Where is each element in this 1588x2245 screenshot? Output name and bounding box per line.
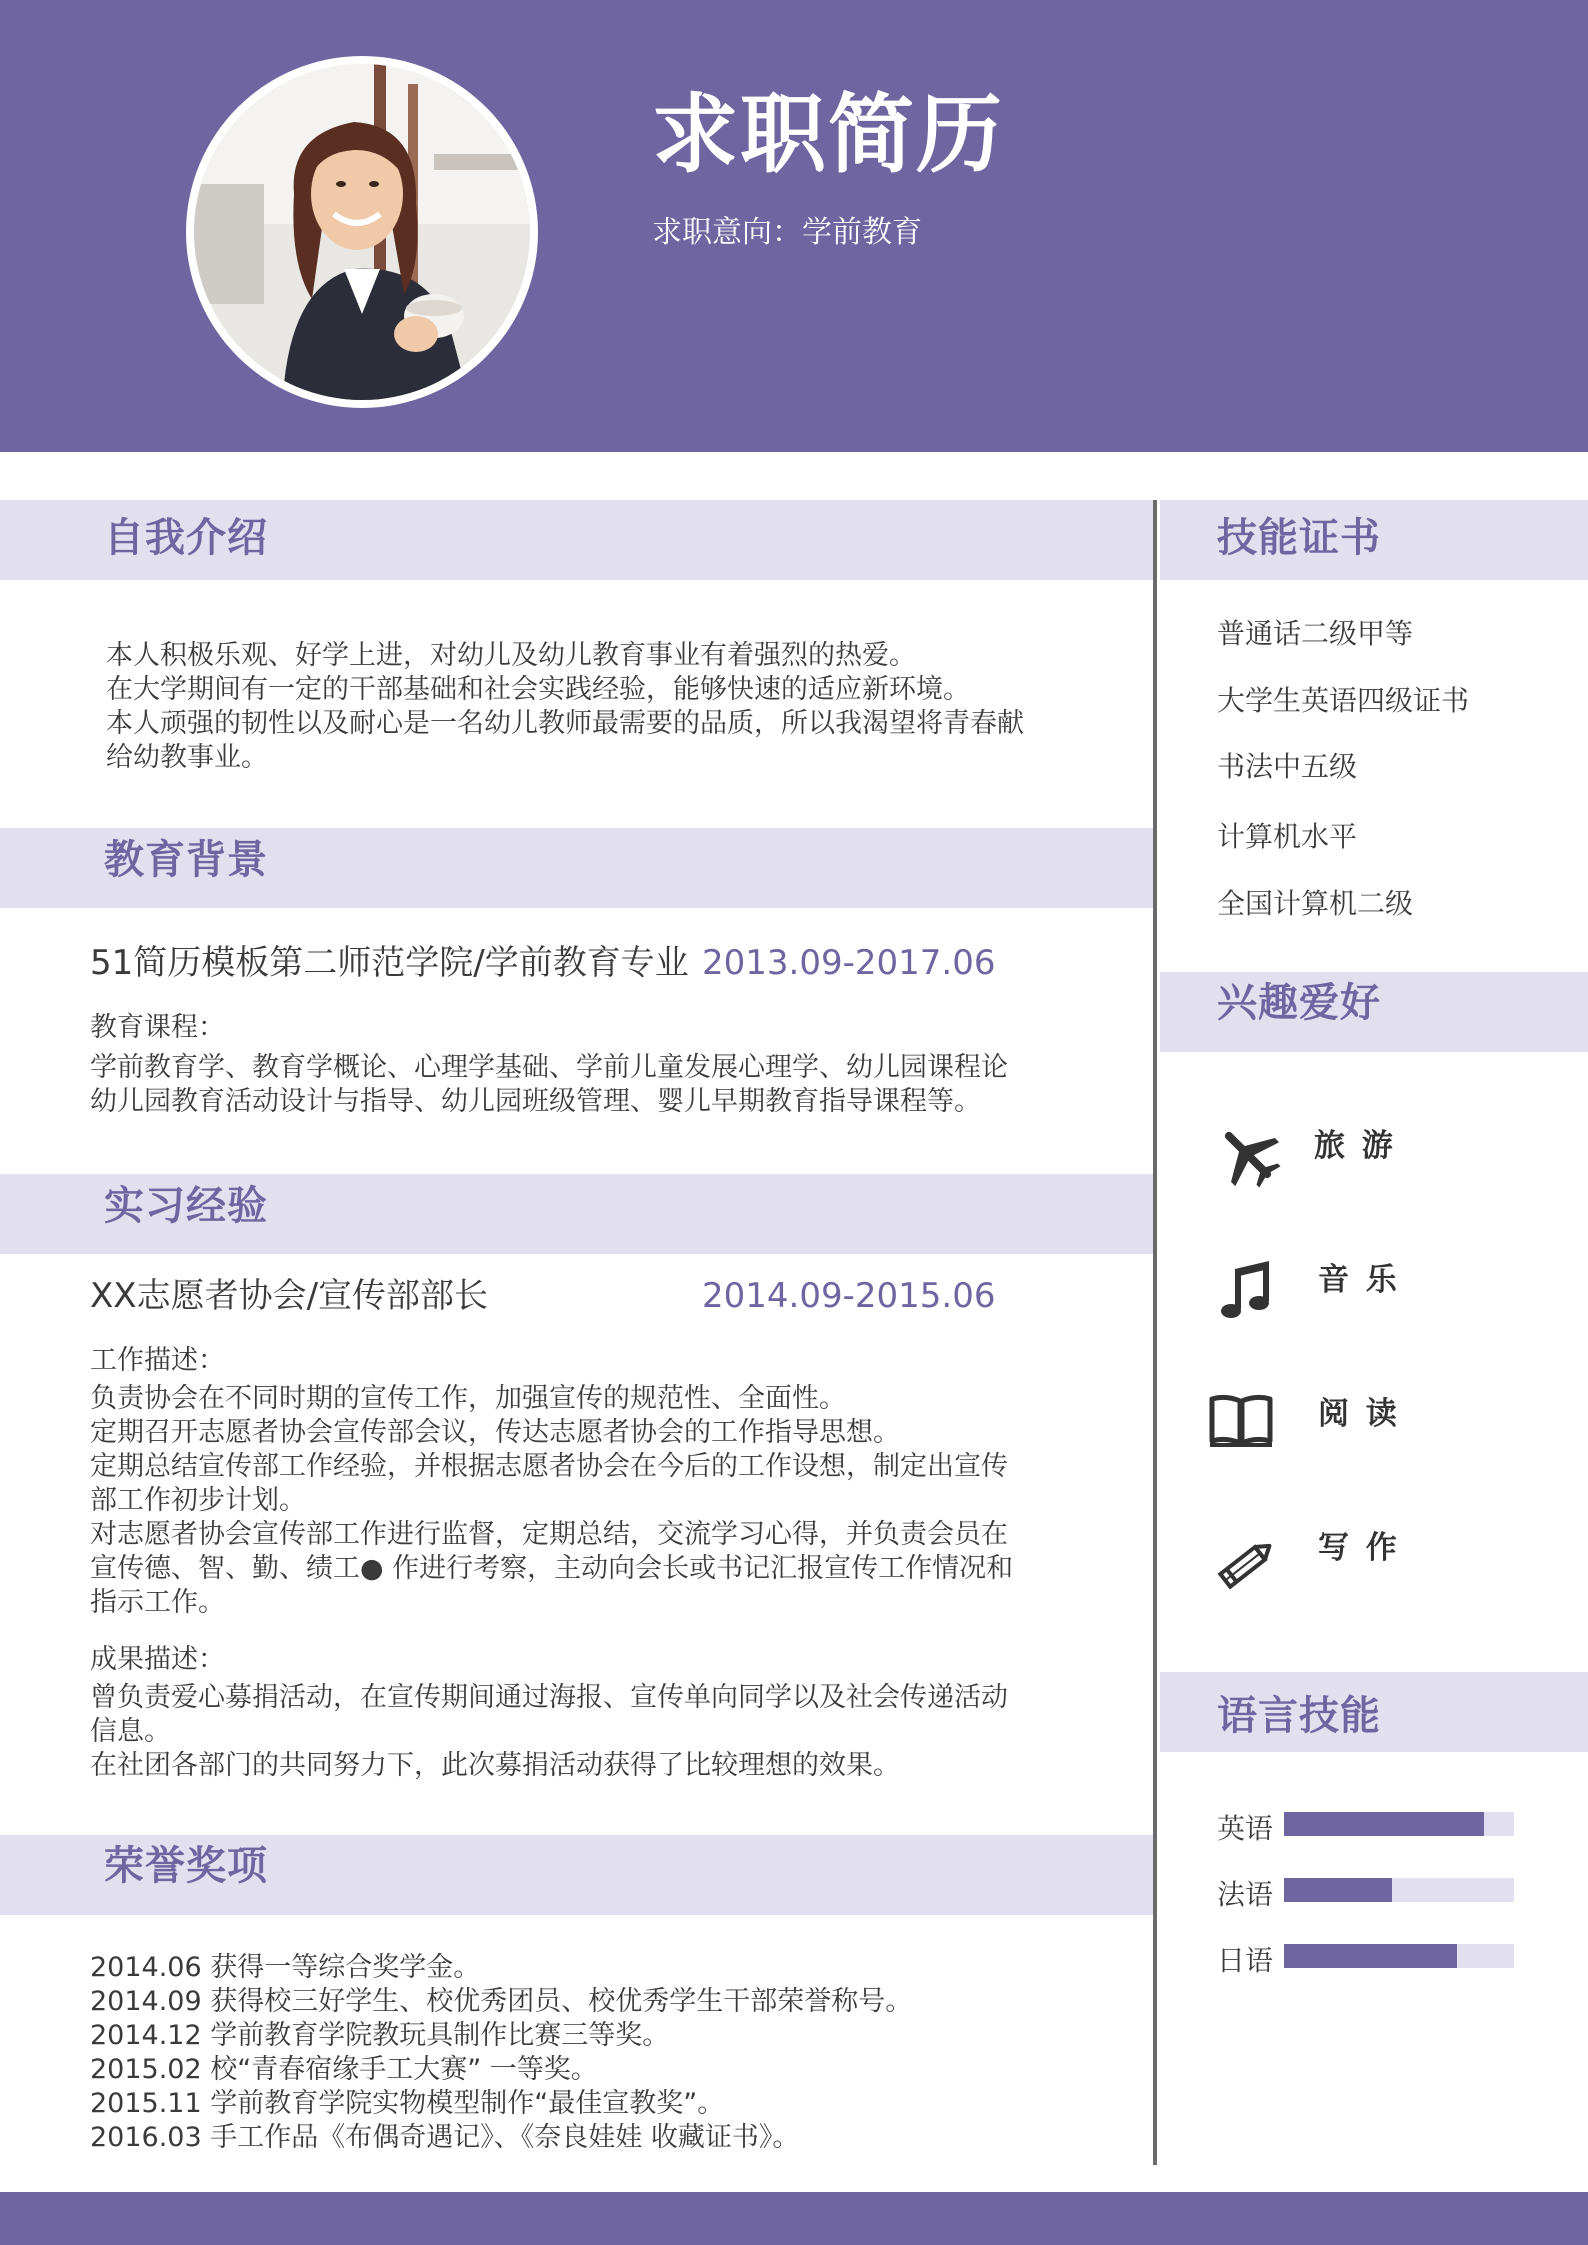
work-line: 指示工作。 [90, 1587, 225, 1618]
result-line: 在社团各部门的共同努力下，此次募捐活动获得了比较理想的效果。 [90, 1750, 900, 1781]
music-note-icon [1213, 1255, 1283, 1325]
hobbies-heading: 兴趣爱好 [1217, 980, 1381, 1026]
language-label-french: 法语 [1217, 1878, 1274, 1911]
skill-item: 书法中五级 [1217, 750, 1358, 783]
work-line: 对志愿者协会宣传部工作进行监督，定期总结，交流学习心得，并负责会员在 [90, 1519, 1008, 1550]
education-heading: 教育背景 [104, 837, 268, 883]
pencil-icon [1210, 1530, 1280, 1600]
internship-org: XX志愿者协会/宣传部部长 [90, 1276, 489, 1316]
honors-heading: 荣誉奖项 [104, 1843, 268, 1889]
hobby-label-writing: 写 作 [1318, 1530, 1400, 1566]
language-bar-japanese [1284, 1944, 1514, 1968]
education-school: 51简历模板第二师范学院/学前教育专业 [90, 943, 689, 983]
skill-item: 全国计算机二级 [1217, 887, 1414, 920]
self-intro-text [106, 639, 1116, 775]
self-intro-line: 本人顽强的韧性以及耐心是一名幼儿教师最需要的品质，所以我渴望将青春献 [106, 708, 1024, 739]
language-bar-fill [1284, 1812, 1484, 1836]
footer-band [0, 2192, 1588, 2245]
airplane-icon [1213, 1120, 1283, 1190]
hobby-label-music: 音 乐 [1318, 1262, 1400, 1298]
language-bar-fill [1284, 1878, 1392, 1902]
result-label: 成果描述： [90, 1644, 225, 1675]
self-intro-line: 给幼教事业。 [106, 742, 268, 773]
language-bar-fill [1284, 1944, 1457, 1968]
skill-item: 普通话二级甲等 [1217, 617, 1414, 650]
work-line: 定期召开志愿者协会宣传部会议，传达志愿者协会的工作指导思想。 [90, 1417, 900, 1448]
open-book-icon [1206, 1385, 1276, 1455]
honor-item: 2014.09 获得校三好学生、校优秀团员、校优秀学生干部荣誉称号。 [90, 1986, 913, 2017]
work-description [90, 1382, 1140, 1620]
self-intro-line: 本人积极乐观、好学上进，对幼儿及幼儿教育事业有着强烈的热爱。 [106, 640, 916, 671]
internship-heading: 实习经验 [104, 1183, 268, 1229]
profile-photo [186, 56, 538, 408]
work-label: 工作描述： [90, 1345, 225, 1376]
skill-item: 大学生英语四级证书 [1217, 684, 1470, 717]
language-label-english: 英语 [1217, 1812, 1274, 1845]
skill-item: 计算机水平 [1217, 820, 1358, 853]
job-intention: 求职意向：学前教育 [652, 215, 922, 250]
honor-item: 2016.03 手工作品《布偶奇遇记》、《奈良娃娃 收藏证书》。 [90, 2122, 800, 2153]
column-divider [1153, 500, 1157, 2165]
work-line: 负责协会在不同时期的宣传工作，加强宣传的规范性、全面性。 [90, 1383, 846, 1414]
result-line: 信息。 [90, 1716, 171, 1747]
honor-item: 2014.06 获得一等综合奖学金。 [90, 1952, 481, 1983]
self-intro-line: 在大学期间有一定的干部基础和社会实践经验，能够快速的适应新环境。 [106, 674, 970, 705]
honor-item: 2015.11 学前教育学院实物模型制作“最佳宣教奖”。 [90, 2088, 725, 2119]
work-line: 定期总结宣传部工作经验，并根据志愿者协会在今后的工作设想，制定出宣传 [90, 1451, 1008, 1482]
internship-period: 2014.09-2015.06 [702, 1276, 996, 1316]
courses-label: 教育课程： [90, 1012, 225, 1043]
courses-line: 幼儿园教育活动设计与指导、幼儿园班级管理、婴儿早期教育指导课程等。 [90, 1086, 981, 1117]
hobby-label-reading: 阅 读 [1318, 1396, 1400, 1432]
courses-text [90, 1051, 1140, 1119]
result-description [90, 1681, 1140, 1783]
languages-heading: 语言技能 [1217, 1693, 1381, 1739]
language-bar-french [1284, 1878, 1514, 1902]
hobby-label-travel: 旅 游 [1314, 1128, 1396, 1164]
self-intro-heading: 自我介绍 [104, 515, 268, 561]
page-title: 求职简历 [652, 85, 1004, 185]
honor-item: 2015.02 校“青春宿缘手工大赛” 一等奖。 [90, 2054, 598, 2085]
honor-item: 2014.12 学前教育学院教玩具制作比赛三等奖。 [90, 2020, 670, 2051]
language-label-japanese: 日语 [1217, 1944, 1274, 1977]
work-line: 宣传德、智、勤、绩工● 作进行考察，主动向会长或书记汇报宣传工作情况和 [90, 1553, 1014, 1584]
education-period: 2013.09-2017.06 [702, 943, 996, 983]
skills-heading: 技能证书 [1217, 515, 1381, 561]
result-line: 曾负责爱心募捐活动，在宣传期间通过海报、宣传单向同学以及社会传递活动 [90, 1682, 1008, 1713]
courses-line: 学前教育学、教育学概论、心理学基础、学前儿童发展心理学、幼儿园课程论 [90, 1052, 1008, 1083]
profile-photo-image [194, 64, 530, 400]
honors-list [90, 1951, 1140, 2155]
language-bar-english [1284, 1812, 1514, 1836]
work-line: 部工作初步计划。 [90, 1485, 306, 1516]
